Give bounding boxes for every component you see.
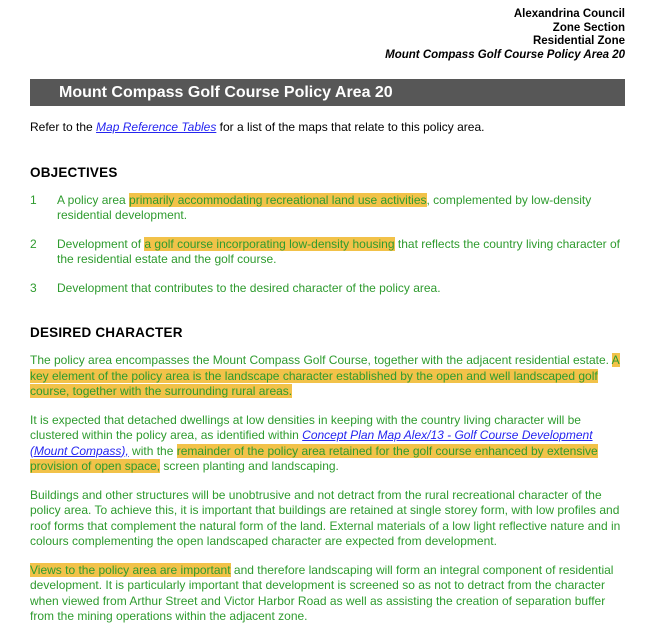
text-run: Buildings and other structures will be unobtrusive and not detract from the rural recreational character of the policy area. To achieve this, it is important that buildings are retained at single storey form, with low profiles and roof forms that complement the natural form of the land. External materials of a low light reflective nature and in colours complementing the open landscaped character are expected from development. <box>30 487 621 548</box>
highlighted-text: A key element of the policy area is the landscape character established by the open and well landscaped golf course, together with the surrounding rural areas. <box>30 353 620 398</box>
objective-item-3 <box>30 281 625 297</box>
objective-number: 2 <box>30 236 37 251</box>
concept-plan-map-link[interactable]: Concept Plan Map Alex/13 - Golf Course Development (Mount Compass), <box>30 428 593 458</box>
header-line-zone-section: Zone Section <box>552 21 625 34</box>
objective-number: 3 <box>30 280 37 295</box>
text-run: with the <box>128 443 177 458</box>
highlighted-text: primarily accommodating recreational land use activities <box>129 192 427 207</box>
highlighted-text: remainder of the policy area retained for the golf course enhanced by extensive provision of open space, <box>30 443 598 473</box>
objective-text <box>57 281 625 297</box>
objective-text <box>57 193 625 224</box>
header-line-residential-zone: Residential Zone <box>532 35 625 47</box>
objectives-heading: OBJECTIVES <box>30 164 118 180</box>
text-run: that reflects the country living character of the residential estate and the golf course. <box>57 236 620 266</box>
text-run: The policy area encompasses the Mount Compass Golf Course, together with the adjacent residential estate. <box>30 353 612 367</box>
highlighted-text: Views to the policy area are important <box>30 562 231 577</box>
header-line-council: Alexandrina Council <box>513 8 625 20</box>
objective-number: 1 <box>30 192 37 207</box>
objective-item-1 <box>30 193 625 224</box>
intro-paragraph <box>30 120 625 136</box>
objective-item-2 <box>30 237 625 268</box>
desired-character-paragraph-2 <box>30 413 625 475</box>
desired-character-paragraph-4 <box>30 563 625 625</box>
title-bar <box>30 79 625 106</box>
highlighted-text: a golf course incorporating low-density housing <box>144 236 395 251</box>
text-run: A policy area <box>57 192 130 207</box>
objective-text <box>57 237 625 268</box>
page-title: Mount Compass Golf Course Policy Area 20 <box>59 84 393 101</box>
desired-character-paragraph-1 <box>30 353 625 400</box>
text-run: Development of <box>57 236 145 251</box>
desired-character-paragraph-3 <box>30 488 625 550</box>
text-run: Refer to the <box>30 120 97 134</box>
desired-character-heading: DESIRED CHARACTER <box>30 325 183 340</box>
text-run: for a list of the maps that relate to this policy area. <box>216 120 485 134</box>
text-run: , complemented by low-density residential development. <box>57 192 592 222</box>
text-run: screen planting and landscaping. <box>160 459 339 473</box>
text-run: Development that contributes to the desired character of the policy area. <box>57 280 441 295</box>
header-line-policy-area: Mount Compass Golf Course Policy Area 20 <box>385 48 625 61</box>
map-reference-tables-link[interactable]: Map Reference Tables <box>96 120 217 134</box>
document-header <box>30 8 625 62</box>
text-run: and therefore landscaping will form an integral component of residential development. It is particularly important that development is screened so as not to detract from the character when viewed from Arthur Street and Victor Harbor Road as well as assisting the creation of separation buffer from the mining operations within the adjacent zone. <box>30 562 614 623</box>
text-run: It is expected that detached dwellings at low densities in keeping with the country living character will be clustered within the policy area, as identified within <box>30 412 581 442</box>
